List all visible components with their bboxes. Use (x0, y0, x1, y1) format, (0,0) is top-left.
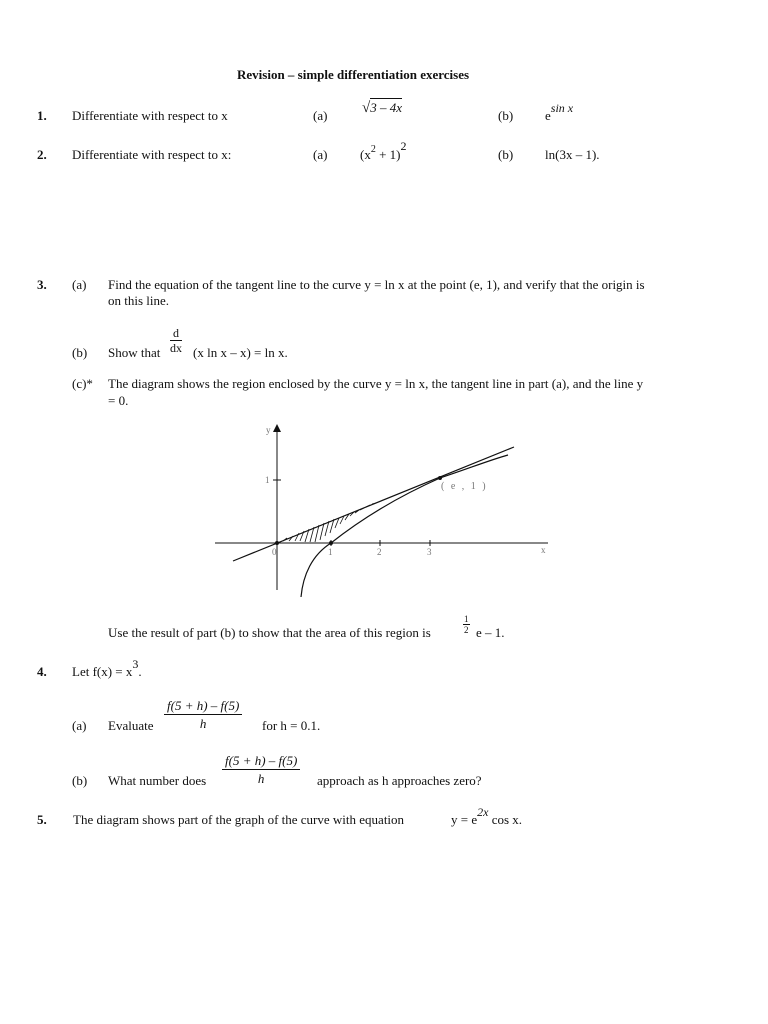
equation-power: 2x (477, 805, 489, 819)
expr-part: (x (360, 147, 371, 162)
question-3c-text-line1: The diagram shows the region enclosed by the curve y = ln x, the tangent line in part (a), and the line y (108, 376, 644, 391)
y-axis-label: y (266, 425, 271, 435)
question-1b-label: (b) (498, 108, 514, 123)
question-2b-expression: ln(3x – 1). (545, 147, 600, 162)
question-4-power: 3 (132, 657, 139, 671)
question-1-text: Differentiate with respect to x (72, 108, 228, 123)
x-tick-label: 1 (328, 547, 333, 557)
question-4b-text: What number does (108, 773, 207, 788)
origin-label: 0 (272, 547, 277, 557)
question-3b-expression: (x ln x – x) = ln x. (193, 345, 288, 360)
question-3a-text-line2: on this line. (108, 293, 170, 308)
question-3-number: 3. (37, 277, 47, 292)
derivative-numerator: d (170, 326, 182, 341)
question-5-number: 5. (37, 812, 47, 827)
question-3c-text-line2: = 0. (108, 393, 129, 408)
question-1a-expression (362, 100, 402, 117)
expr-part: + 1) (375, 147, 401, 162)
question-4-number: 4. (37, 664, 47, 679)
question-2a-label: (a) (313, 147, 328, 162)
question-2-number: 2. (37, 147, 47, 162)
quotient-denominator: h (199, 716, 207, 731)
question-4a-label: (a) (72, 718, 87, 733)
quotient-denominator: h (257, 771, 265, 786)
difference-quotient-b (222, 752, 300, 787)
x-tick-label: 3 (427, 547, 432, 557)
one-half-fraction (463, 614, 470, 635)
question-3b-label: (b) (72, 345, 88, 360)
page-title: Revision – simple differentiation exercises (237, 67, 470, 82)
expr-power: 2 (370, 144, 376, 155)
tangent-line (233, 447, 514, 561)
question-1a-label: (a) (313, 108, 328, 123)
question-4-text (72, 657, 142, 680)
question-4a-tail: for h = 0.1. (262, 718, 321, 733)
equation-tail: cos x. (488, 812, 523, 827)
exp-base: e (545, 108, 551, 123)
sqrt-sign-icon: √ (362, 100, 371, 116)
quotient-numerator: f(5 + h) – f(5) (164, 697, 242, 715)
question-4b-tail: approach as h approaches zero? (317, 773, 482, 788)
quotient-numerator: f(5 + h) – f(5) (222, 752, 300, 770)
question-3a-label: (a) (72, 277, 87, 292)
question-3a-text-line1: Find the equation of the tangent line to the curve y = ln x at the point (e, 1), and verify that the origin is (108, 277, 645, 292)
exp-power: sin x (550, 101, 574, 115)
derivative-operator (170, 326, 182, 355)
y-tick-label: 1 (265, 475, 270, 485)
area-expression-tail: e – 1. (476, 625, 505, 640)
question-3b-text: Show that (108, 345, 161, 360)
fraction-denominator: 2 (464, 625, 469, 635)
question-3c-label: (c)* (72, 376, 93, 391)
expr-power: 2 (400, 139, 407, 153)
equation-lhs: y = e (451, 812, 478, 827)
question-1b-expression (545, 101, 574, 124)
sqrt-radicand: 3 – 4x (370, 100, 403, 115)
question-2a-expression (360, 139, 407, 163)
question-5-equation (451, 805, 523, 828)
question-4b-label: (b) (72, 773, 88, 788)
question-4-period: . (138, 664, 142, 679)
point-label: ( e , 1 ) (441, 481, 488, 492)
tangent-region-diagram (205, 418, 555, 603)
x-tick-label: 2 (377, 547, 382, 557)
question-3c-use-text: Use the result of part (b) to show that the area of this region is (108, 625, 431, 640)
question-1-number: 1. (37, 108, 47, 123)
x-axis-label: x (541, 545, 546, 555)
derivative-denominator: dx (170, 341, 182, 355)
question-2-text: Differentiate with respect to x: (72, 147, 232, 162)
difference-quotient-a (164, 697, 242, 732)
question-5-text: The diagram shows part of the graph of the curve with equation (73, 812, 405, 827)
question-4-stem: Let f(x) = x (72, 664, 133, 679)
x-intercept-point (329, 541, 333, 545)
fraction-numerator: 1 (464, 614, 469, 624)
question-4a-text: Evaluate (108, 718, 154, 733)
tangent-point (438, 476, 442, 480)
question-2b-label: (b) (498, 147, 514, 162)
y-axis-arrow-icon (273, 424, 281, 432)
origin-point (275, 541, 279, 545)
